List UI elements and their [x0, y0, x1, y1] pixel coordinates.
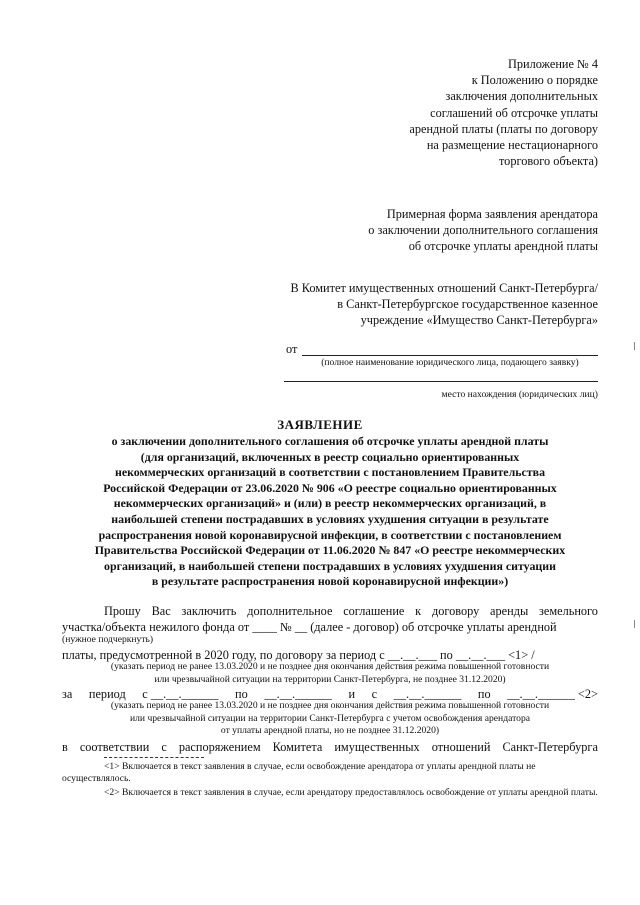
appendix-line: к Положению о порядке	[471, 73, 598, 88]
appendix-line: арендной платы (платы по договору	[409, 121, 598, 136]
addressee-block	[290, 280, 598, 329]
subject-line: Правительства Российской Федерации от 11.06.2020 № 847 «О реестре некоммерческих	[94, 543, 566, 558]
subject-line: о заключении дополнительного соглашения об отсрочке уплаты арендной платы	[111, 434, 549, 448]
form-title-line: о заключении дополнительного соглашения	[368, 223, 598, 238]
word: к	[415, 604, 422, 618]
from-location-line[interactable]	[284, 381, 598, 382]
subject-line: (для организаций, включенных в реестр социально ориентированных	[140, 449, 520, 464]
from-name-line[interactable]	[302, 355, 598, 356]
appendix-line: заключения дополнительных	[445, 89, 598, 104]
form-title-block	[368, 206, 598, 255]
footnote-1: <1> Включается в текст заявления в случае, если освобождение арендатора от уплаты арендной платы не осуществлялось.	[62, 761, 536, 785]
word: дополнительное	[247, 604, 333, 618]
subject-line: некоммерческих организаций» и (или) в реестр некоммерческих организаций, в	[113, 496, 547, 511]
word: с	[161, 740, 167, 754]
underline-hint: (нужное подчеркнуть)	[62, 634, 154, 645]
hint-line: или чрезвычайной ситуации на территории Санкт-Петербурга, не позднее 31.12.2020)	[154, 673, 506, 685]
word: и	[348, 687, 356, 701]
hint-line: (указать период не ранее 13.03.2020 и не позднее дня окончания действия режима повышенной готовности	[110, 700, 550, 711]
scan-mark	[634, 342, 635, 350]
period-hint-1	[62, 661, 598, 686]
word: __.__.______	[264, 687, 332, 701]
form-title-line: об отсрочке уплаты арендной платы	[408, 239, 598, 254]
subject-line: в результате распространения новой коронавирусной инфекции»)	[151, 574, 509, 589]
word: с __.__.______	[142, 687, 219, 701]
hint-line: или чрезвычайной ситуации на территории Санкт-Петербурга с учетом освобождения арендатора	[129, 712, 530, 724]
word: за	[62, 687, 73, 701]
footnote-separator	[104, 757, 204, 758]
hint-line: (указать период не ранее 13.03.2020 и не позднее дня окончания действия режима повышенной готовности	[110, 661, 550, 672]
appendix-line: на размещение нестационарного	[426, 138, 598, 153]
body-line-5	[62, 739, 598, 755]
word: отношений	[431, 740, 491, 754]
appendix-line: Приложение № 4	[507, 57, 598, 71]
word: соответствии	[79, 740, 150, 754]
scan-mark	[634, 620, 635, 628]
word: распоряжением	[178, 740, 261, 754]
word: заключить	[181, 604, 237, 618]
document-heading: ЗАЯВЛЕНИЕ	[277, 417, 363, 432]
body-line-3: платы, предусмотренной в 2020 году, по договору за период с __.__.___ по __.__.___ <1> /	[62, 648, 535, 662]
word: договору	[431, 604, 480, 618]
word: по	[477, 687, 491, 701]
addressee-line: учреждение «Имущество Санкт-Петербурга»	[360, 313, 598, 328]
period-hint-2	[62, 700, 598, 738]
word: Прошу	[104, 604, 141, 618]
from-name-hint: (полное наименование юридического лица, подающего заявку)	[321, 357, 579, 368]
subject-line: Российской Федерации от 23.06.2020 № 906 «О реестре социально ориентированных	[103, 480, 557, 495]
word: Вас	[151, 604, 171, 618]
appendix-line: торгового объекта)	[498, 154, 598, 169]
word: аренды	[490, 604, 529, 618]
word: __.__.______	[393, 687, 462, 701]
word: __.__.______ <2>	[507, 687, 598, 701]
word: в	[62, 740, 68, 754]
hint-line: от уплаты арендной платы, но не позднее 31.12.2020)	[220, 725, 440, 736]
word: период	[88, 687, 126, 701]
appendix-block	[409, 56, 598, 169]
subject-block	[62, 434, 598, 590]
addressee-line: В Комитет имущественных отношений Санкт-Петербурга/	[290, 281, 598, 295]
appendix-line: соглашений об отсрочке уплаты	[430, 105, 598, 120]
subject-line: некоммерческих организаций в соответствии с постановлением Правительства	[114, 465, 546, 480]
body-line-1	[104, 603, 598, 619]
word: Санкт-Петербурга	[502, 740, 598, 754]
from-label: от	[286, 342, 298, 356]
word: соглашение	[343, 604, 405, 618]
form-title-line: Примерная форма заявления арендатора	[386, 207, 598, 221]
footnote-2: <2> Включается в текст заявления в случае, если арендатору предоставлялось освобождение от уплаты арендной платы.	[104, 787, 598, 798]
from-location-hint: место нахождения (юридических лиц)	[441, 389, 598, 400]
subject-line: организаций, в наибольшей степени пострадавших в условиях ухудшения ситуации	[104, 558, 556, 573]
word: имущественных	[334, 740, 420, 754]
body-line-2: участка/объекта нежилого фонда от ____ № __ (далее - договор) об отсрочке уплаты арендной	[62, 620, 557, 634]
word: Комитета	[272, 740, 323, 754]
addressee-line: в Санкт-Петербургское государственное казенное	[337, 297, 598, 312]
subject-line: распространения новой коронавирусной инфекции, в соответствии с постановлением	[98, 527, 562, 542]
subject-line: наибольшей степени пострадавших в условиях ухудшения ситуации в результате	[111, 511, 549, 526]
word: с	[371, 687, 378, 701]
word: по	[235, 687, 248, 701]
word: земельного	[539, 604, 598, 618]
